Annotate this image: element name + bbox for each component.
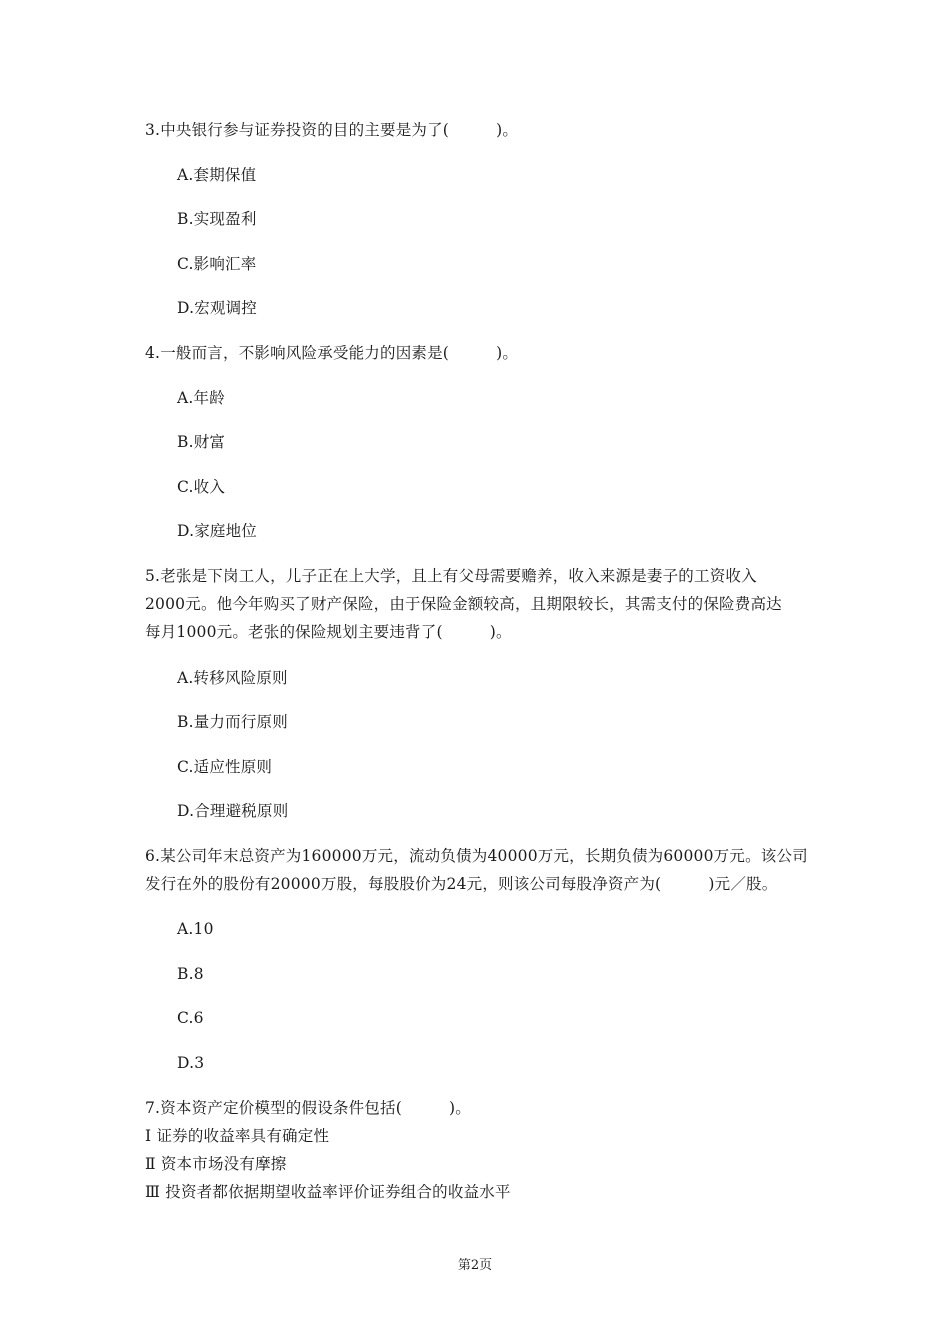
question-4-option-d: D.家庭地位 xyxy=(177,522,258,540)
question-4-stem: 4.一般而言，不影响风险承受能力的因素是( )。 xyxy=(145,344,519,362)
question-6-option-b: B.8 xyxy=(177,965,204,983)
question-5-stem-line-2: 2000元。他今年购买了财产保险，由于保险金额较高，且期限较长，其需支付的保险费高达 xyxy=(145,595,782,613)
question-7-statement-2: Ⅱ 资本市场没有摩擦 xyxy=(145,1155,287,1173)
question-5-stem-line-1: 5.老张是下岗工人，儿子正在上大学，且上有父母需要赡养，收入来源是妻子的工资收入 xyxy=(145,567,757,585)
question-6-stem-line-2: 发行在外的股份有20000万股，每股股价为24元，则该公司每股净资产为( )元／股。 xyxy=(145,875,778,893)
question-5-stem-line-3: 每月1000元。老张的保险规划主要违背了( )。 xyxy=(145,623,512,641)
question-4-option-c: C.收入 xyxy=(177,478,226,496)
question-3-option-c: C.影响汇率 xyxy=(177,255,257,273)
question-5-option-c: C.适应性原则 xyxy=(177,758,273,776)
question-4-option-a: A.年龄 xyxy=(177,389,225,407)
question-6-stem-line-1: 6.某公司年末总资产为160000万元，流动负债为40000万元，长期负债为60000万元。该公司 xyxy=(145,847,808,865)
question-5-option-d: D.合理避税原则 xyxy=(177,802,289,820)
question-4-option-b: B.财富 xyxy=(177,433,226,451)
question-7-statement-3: Ⅲ 投资者都依据期望收益率评价证券组合的收益水平 xyxy=(145,1183,511,1201)
question-3-stem: 3.中央银行参与证券投资的目的主要是为了( )。 xyxy=(145,121,519,139)
question-5-option-a: A.转移风险原则 xyxy=(177,669,288,687)
question-6-option-c: C.6 xyxy=(177,1009,204,1027)
question-3-option-d: D.宏观调控 xyxy=(177,299,258,317)
question-6-option-a: A.10 xyxy=(177,920,214,938)
question-7-stem: 7.资本资产定价模型的假设条件包括( )。 xyxy=(145,1099,471,1117)
page-number: 第2页 xyxy=(457,1258,493,1273)
question-3-option-a: A.套期保值 xyxy=(177,166,257,184)
question-3-option-b: B.实现盈利 xyxy=(177,210,257,228)
question-5-option-b: B.量力而行原则 xyxy=(177,713,288,731)
question-7-statement-1: Ⅰ 证券的收益率具有确定性 xyxy=(145,1127,330,1145)
question-6-option-d: D.3 xyxy=(177,1054,205,1072)
